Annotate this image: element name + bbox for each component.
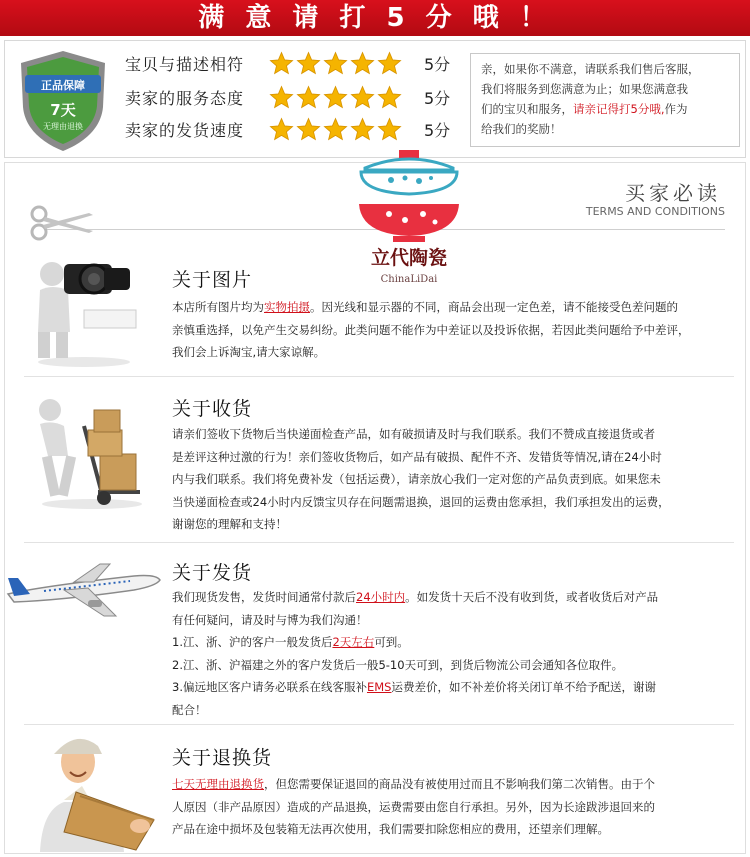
terms-subtitle: TERMS AND CONDITIONS — [585, 205, 725, 218]
section-title-receiving: 关于收货 — [172, 398, 253, 420]
hand-truck-figure-icon — [28, 392, 150, 510]
note-line: 们的宝贝和服务，请亲记得打5分哦,作为 — [481, 102, 688, 116]
delivery-man-icon — [20, 728, 164, 852]
star-icon — [323, 51, 348, 76]
star-icon — [350, 85, 375, 110]
rating-label: 宝贝与描述相符 — [125, 54, 245, 74]
star-icon — [350, 51, 375, 76]
star-rating — [269, 85, 402, 110]
star-icon — [296, 85, 321, 110]
rating-row-shipping-speed — [125, 113, 450, 145]
rating-banner: 满 意 请 打 5 分 哦 ！ — [0, 0, 750, 36]
satisfaction-note — [470, 53, 740, 147]
highlight-7-day-return: 七天无理由退换货 — [172, 777, 264, 791]
star-icon — [269, 85, 294, 110]
star-icon — [377, 51, 402, 76]
shield-line-3: 无理由退换 — [43, 122, 83, 131]
rating-row-description — [125, 47, 450, 79]
shield-badge-icon — [17, 49, 109, 153]
highlight-2-days: 2天左右 — [332, 635, 375, 649]
photographer-figure-icon — [24, 250, 144, 368]
note-highlight: 请亲记得打5分哦, — [573, 102, 665, 116]
section-body-shipping: 我们现货发售，发货时间通常付款后24小时内。如发货十天后不没有收到货，或者收货后对产品 有任何疑问，请及时与博为我们沟通！ 1.江、浙、沪的客户一般发货后2天左右可到。 2.江、浙、沪福建之外的客户发货后一般5-10天可到，到货后物流公司会通知各位取件。 3.偏远地区客户请务必联系在线客服补EMS运费差价，如不补差价将关闭订单不给予配送，谢谢 配合！ — [172, 590, 659, 717]
rating-label: 卖家的发货速度 — [125, 120, 245, 140]
star-rating — [269, 117, 402, 142]
rating-score: 5分 — [424, 54, 451, 74]
section-body-returns: 七天无理由退换货，但您需要保证退回的商品没有被使用过而且不影响我们第二次销售。由于个 人原因（非产品原因）造成的产品退换，运费需要由您自行承担。另外，因为长途跋涉退回来的 产品在途中损坏及包装箱无法再次使用，我们需要扣除您相应的费用，还望亲们理解。 — [172, 777, 655, 836]
section-body-receiving: 请亲们签收下货物后当快递面检查产品，如有破损请及时与我们联系。我们不赞成直接退货或者 是差评这种过激的行为！亲们签收货物后，如产品有破损、配件不齐、发错货等情况,请在24小时 内与我们联系。我们将免费补发（包括运费），请亲放心我们一定对您的产品负责到底。如果您未 当快递面检查或24小时内反馈宝贝存在问题需退换，退回的运费由您承担，我们承担发出的运费， 谢谢您的理解和支持！ — [172, 427, 670, 531]
star-icon — [296, 51, 321, 76]
star-icon — [269, 117, 294, 142]
scissors-icon — [29, 205, 95, 241]
rating-score: 5分 — [424, 120, 451, 140]
terms-title: 买家必读 — [625, 181, 721, 205]
star-icon — [377, 85, 402, 110]
star-rating — [269, 51, 402, 76]
star-icon — [350, 117, 375, 142]
rating-score: 5分 — [424, 88, 451, 108]
rating-label: 卖家的服务态度 — [125, 88, 245, 108]
section-divider — [24, 376, 734, 377]
star-icon — [269, 51, 294, 76]
airplane-icon — [4, 560, 164, 618]
section-title-returns: 关于退换货 — [172, 747, 273, 769]
bowl-logo-icon — [353, 148, 465, 288]
shield-line-1: 正品保障 — [41, 79, 85, 92]
section-body-photos: 本店所有图片均为实物拍摄。因光线和显示器的不同，商品会出现一定色差，请不能接受色差问题的 亲慎重选择，以免产生交易纠纷。此类问题不能作为中差证以及投诉依据，若因此类问题给予中差评， 我们会上诉淘宝,请大家谅解。 — [172, 300, 690, 359]
section-divider — [24, 724, 734, 725]
logo-latin: ChinaLiDai — [380, 274, 438, 285]
section-divider — [24, 542, 734, 543]
section-title-photos: 关于图片 — [172, 269, 253, 291]
star-icon — [323, 117, 348, 142]
highlight-24h: 24小时内 — [356, 590, 406, 604]
section-title-shipping: 关于发货 — [172, 562, 253, 584]
highlight-real-photos: 实物拍摄 — [264, 300, 310, 314]
logo-name: 立代陶瓷 — [370, 247, 448, 269]
star-icon — [296, 117, 321, 142]
note-line: 我们将服务到您满意为止；如果您满意我 — [481, 82, 688, 96]
shield-line-2: 7天 — [50, 101, 76, 119]
star-icon — [377, 117, 402, 142]
star-icon — [323, 85, 348, 110]
rating-panel — [4, 40, 746, 158]
highlight-ems: EMS — [366, 680, 392, 694]
note-line: 给我们的奖励！ — [481, 122, 562, 136]
note-line: 亲，如果你不满意，请联系我们售后客服， — [481, 62, 700, 76]
rating-row-service — [125, 81, 450, 113]
